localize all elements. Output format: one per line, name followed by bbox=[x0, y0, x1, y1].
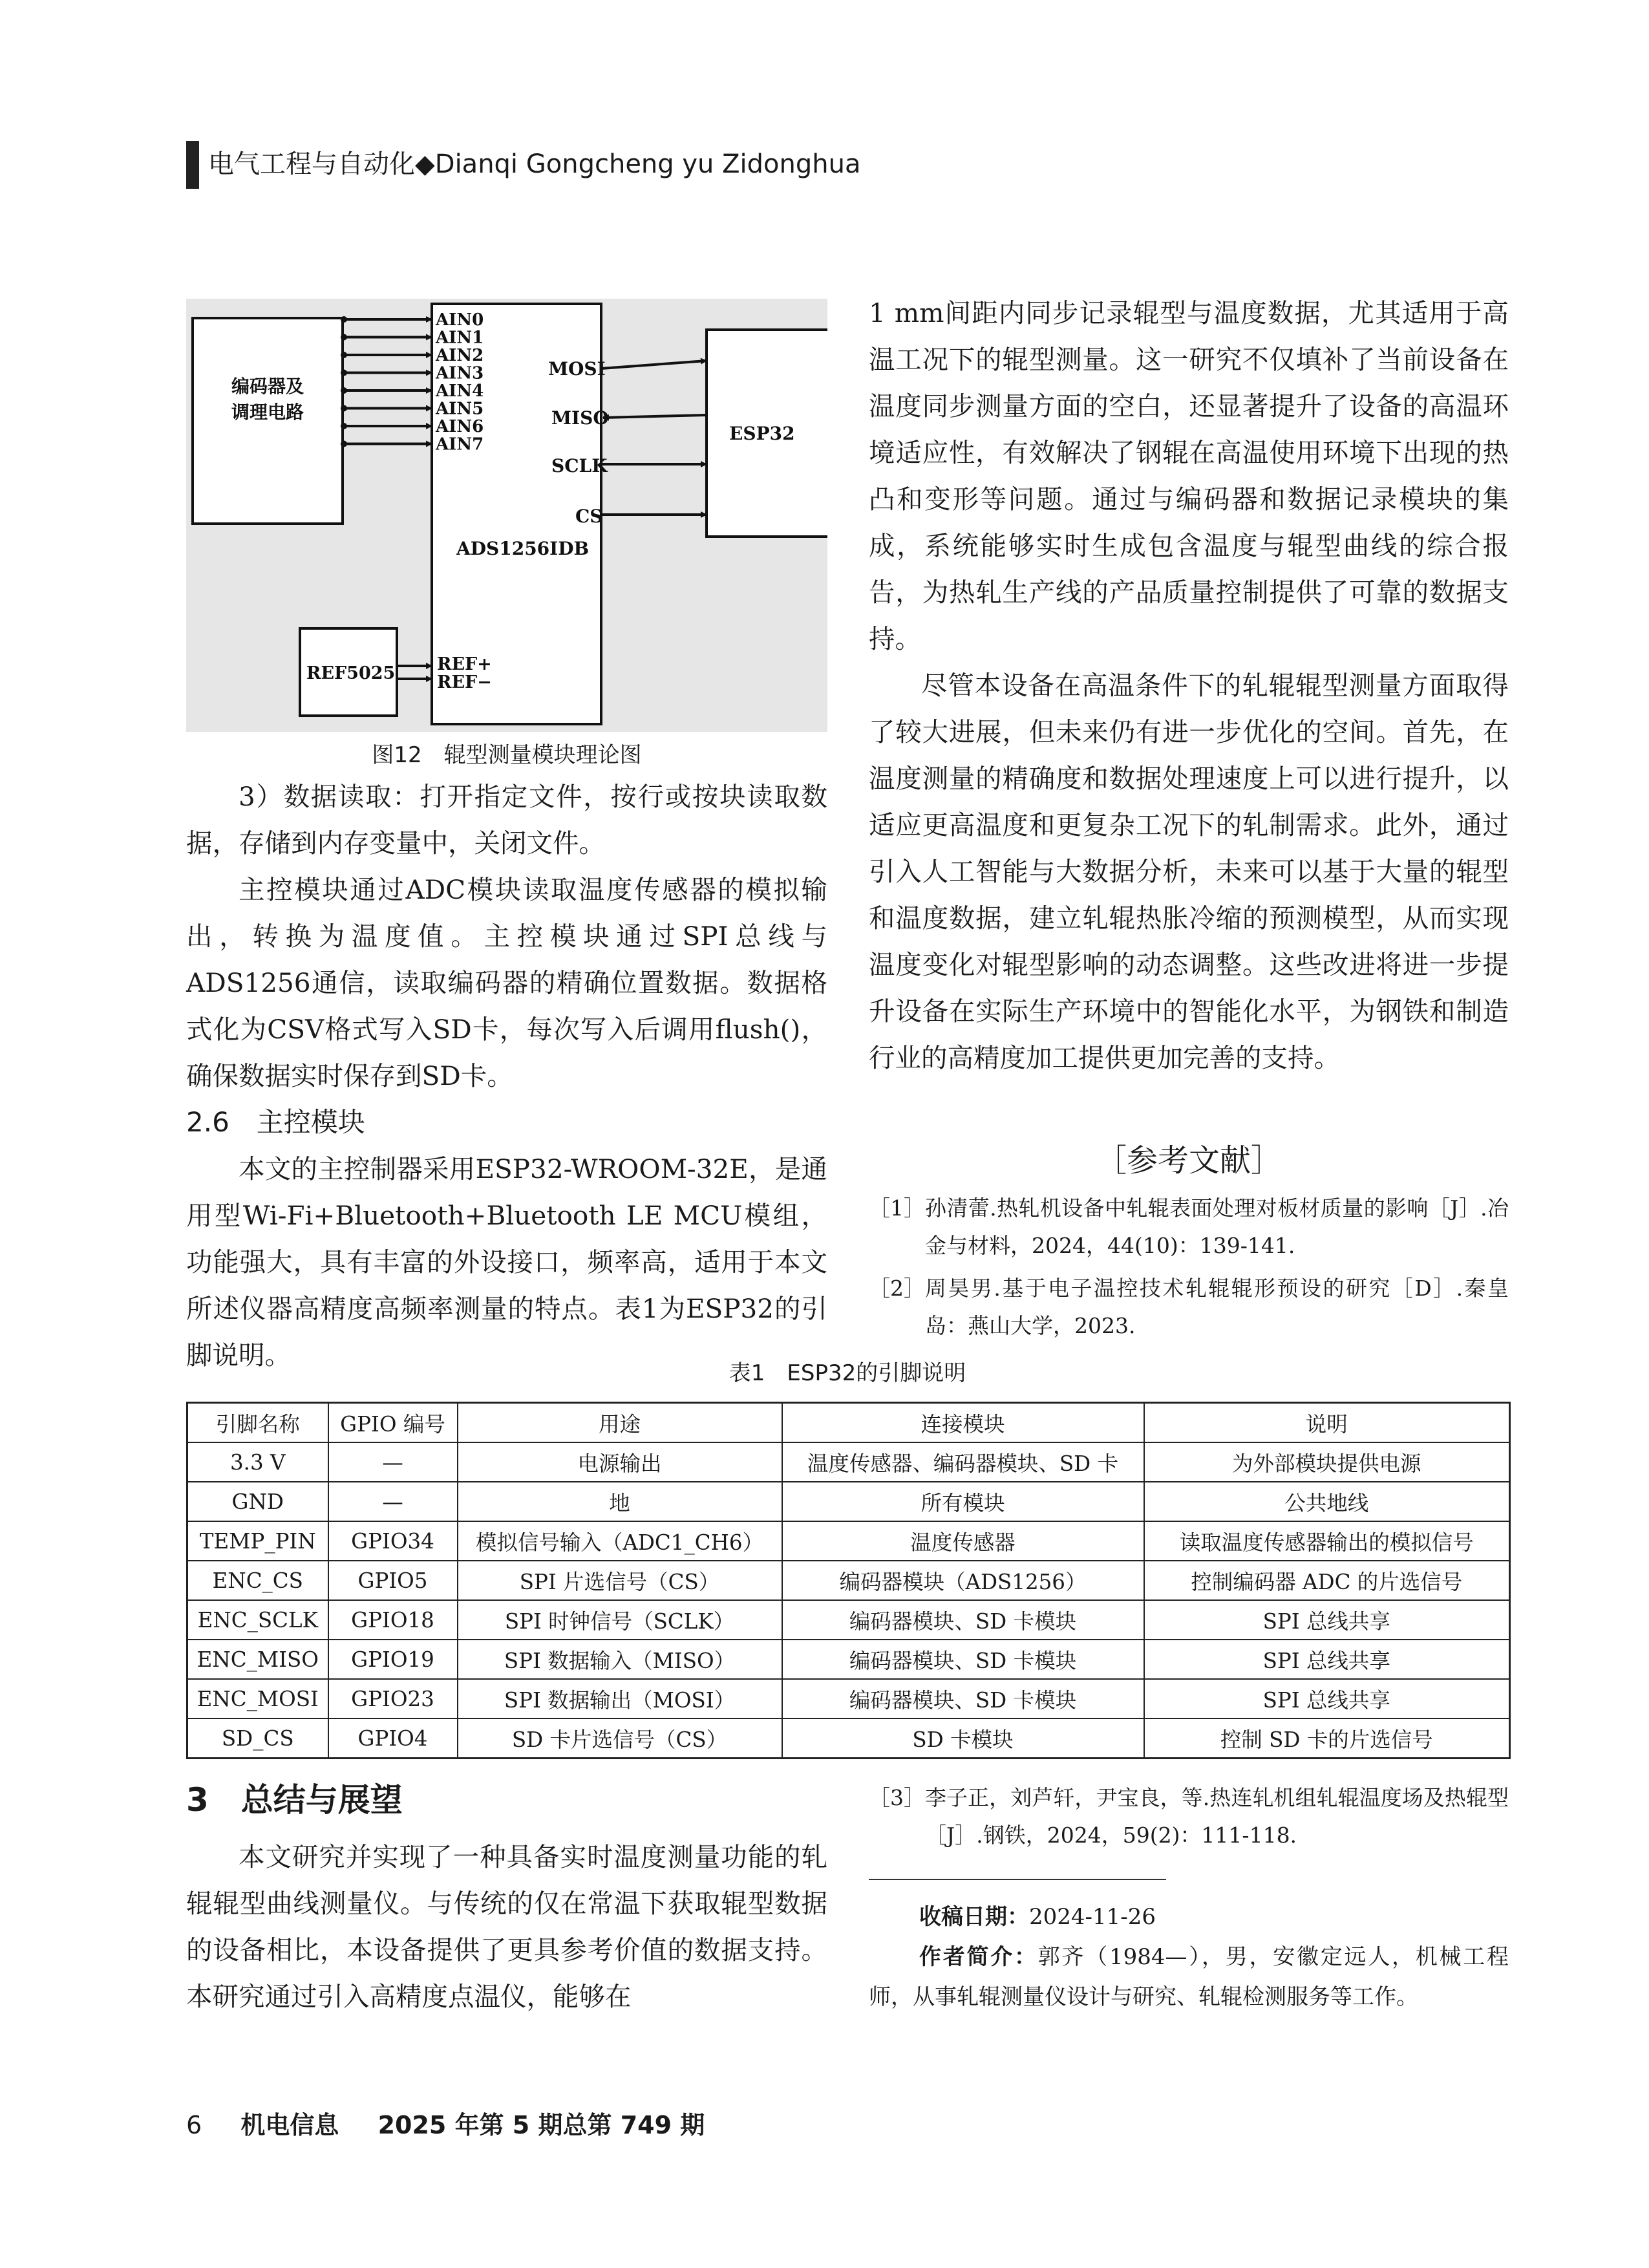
author-label: 作者简介： bbox=[919, 1944, 1038, 1970]
table-cell: GPIO5 bbox=[328, 1561, 458, 1600]
ads-chip-label: ADS1256IDB bbox=[456, 538, 590, 559]
page-footer bbox=[186, 2105, 705, 2141]
diamond-separator: ◆ bbox=[415, 149, 435, 179]
table-cell: 编码器模块（ADS1256） bbox=[782, 1561, 1144, 1600]
table-cell: GPIO4 bbox=[328, 1718, 458, 1759]
ain-dot bbox=[341, 441, 347, 447]
section-3-heading: 3 总结与展望 bbox=[186, 1781, 403, 1819]
received-value: 2024-11-26 bbox=[1029, 1904, 1156, 1930]
reference-text: 周昊男.基于电子温控技术轧辊辊形预设的研究［D］.秦皇岛：燕山大学，2023. bbox=[925, 1276, 1509, 1338]
table-cell: SPI 总线共享 bbox=[1144, 1679, 1510, 1718]
references-list-upper bbox=[869, 1190, 1509, 1345]
table-cell: 控制 SD 卡的片选信号 bbox=[1144, 1718, 1510, 1759]
refn-label: REF− bbox=[437, 672, 492, 692]
table-cell: SD 卡片选信号（CS） bbox=[458, 1718, 782, 1759]
table-cell: GPIO19 bbox=[328, 1640, 458, 1679]
paragraph-adc-spi: 主控模块通过ADC模块读取温度传感器的模拟输出，转换为温度值。主控模块通过SPI总线与ADS1256通信，读取编码器的精确位置数据。数据格式化为CSV格式写入SD卡，每次写入后调用flush()，确保数据实时保存到SD卡。 bbox=[186, 874, 827, 1091]
footnote-divider bbox=[869, 1879, 1166, 1880]
footer-issue: 2025 年第 5 期总第 749 期 bbox=[378, 2111, 705, 2139]
paragraph-future-work: 尽管本设备在高温条件下的轧辊辊型测量方面取得了较大进展，但未来仍有进一步优化的空间。首先，在温度测量的精确度和数据处理速度上可以进行提升，以适应更高温度和更复杂工况下的轧制需求。此外，通过引入人工智能与大数据分析，未来可以基于大量的辊型和温度数据，建立轧辊热胀冷缩的预测模型，从而实现温度变化对辊型影响的动态调整。这些改进将进一步提升设备在实际生产环境中的智能化水平，为钢铁和制造行业的高精度加工提供更加完善的支持。 bbox=[869, 670, 1509, 1073]
table-cell: ENC_CS bbox=[187, 1561, 328, 1600]
ain-dot bbox=[341, 405, 347, 412]
ain-label: AIN3 bbox=[436, 363, 484, 383]
table-cell: — bbox=[328, 1442, 458, 1482]
table-cell: GPIO34 bbox=[328, 1521, 458, 1561]
ain-dot bbox=[341, 334, 347, 341]
ain-label: AIN5 bbox=[436, 399, 484, 419]
cs-label: CS bbox=[575, 506, 603, 527]
figure-12 bbox=[186, 299, 827, 732]
table-row bbox=[187, 1482, 1510, 1521]
table-caption: 表1 ESP32的引脚说明 bbox=[729, 1360, 966, 1386]
miso-line bbox=[603, 415, 707, 418]
table-cell: 为外部模块提供电源 bbox=[1144, 1442, 1510, 1482]
miso-label: MISO bbox=[551, 407, 609, 429]
table-header-row bbox=[187, 1403, 1510, 1443]
running-header bbox=[208, 146, 860, 182]
reference-number: ［2］ bbox=[869, 1276, 925, 1301]
table-row bbox=[187, 1640, 1510, 1679]
reference-number: ［1］ bbox=[869, 1195, 925, 1221]
table-cell: 读取温度传感器输出的模拟信号 bbox=[1144, 1521, 1510, 1561]
table-cell: SPI 片选信号（CS） bbox=[458, 1561, 782, 1600]
right-column-upper bbox=[869, 290, 1509, 1081]
table-cell: GPIO23 bbox=[328, 1679, 458, 1718]
article-meta bbox=[869, 1897, 1509, 2017]
reference-item bbox=[869, 1779, 1509, 1854]
table-cell: — bbox=[328, 1482, 458, 1521]
left-column-upper bbox=[186, 773, 827, 1378]
table-cell: SPI 数据输入（MISO） bbox=[458, 1640, 782, 1679]
reference-item bbox=[869, 1270, 1509, 1345]
mosi-line bbox=[601, 361, 707, 369]
references-list-lower bbox=[869, 1779, 1509, 1854]
ain-label: AIN1 bbox=[436, 328, 484, 348]
table-cell: SPI 总线共享 bbox=[1144, 1600, 1510, 1640]
table-cell: 地 bbox=[458, 1482, 782, 1521]
received-label: 收稿日期： bbox=[919, 1904, 1029, 1930]
encoder-label-line2: 调理电路 bbox=[231, 401, 304, 423]
journal-name-cn: 电气工程与自动化 bbox=[208, 149, 415, 179]
table-cell: ENC_SCLK bbox=[187, 1600, 328, 1640]
table-cell: GND bbox=[187, 1482, 328, 1521]
table-cell: SPI 总线共享 bbox=[1144, 1640, 1510, 1679]
section-2-6-heading: 2.6 主控模块 bbox=[186, 1106, 365, 1138]
paragraph-data-read: 3）数据读取：打开指定文件，按行或按块读取数据，存储到内存变量中，关闭文件。 bbox=[186, 781, 827, 859]
table-cell: SPI 时钟信号（SCLK） bbox=[458, 1600, 782, 1640]
pin-table bbox=[186, 1402, 1511, 1759]
page-number: 6 bbox=[186, 2111, 202, 2139]
ain-label: AIN6 bbox=[436, 417, 484, 436]
author-bio bbox=[869, 1937, 1509, 2017]
ref5025-label: REF5025 bbox=[306, 663, 396, 683]
table-cell: 温度传感器、编码器模块、SD 卡 bbox=[782, 1442, 1144, 1482]
table-cell: GPIO18 bbox=[328, 1600, 458, 1640]
ain-dot bbox=[341, 352, 347, 358]
paragraph-main-controller: 本文的主控制器采用ESP32-WROOM-32E，是通用型Wi-Fi+Bluetooth+Bluetooth LE MCU模组，功能强大，具有丰富的外设接口，频率高，适用于本文所述仪器高精度高频率测量的特点。表1为ESP32的引脚说明。 bbox=[186, 1153, 827, 1371]
header-bar bbox=[186, 141, 199, 189]
ain-label: AIN4 bbox=[436, 381, 484, 401]
ain-dot bbox=[341, 370, 347, 376]
ain-lines bbox=[341, 310, 484, 455]
table-row bbox=[187, 1679, 1510, 1718]
reference-number: ［3］ bbox=[869, 1785, 925, 1810]
table-1-container bbox=[186, 1402, 1511, 1759]
refp-label: REF+ bbox=[437, 654, 492, 674]
table-row bbox=[187, 1718, 1510, 1759]
author-value: 郭齐（1984—），男，安徽定远人，机械工程师，从事轧辊测量仪设计与研究、轧辊检测服务等工作。 bbox=[869, 1944, 1509, 2010]
table-cell: 温度传感器 bbox=[782, 1521, 1144, 1561]
table-header-cell: 用途 bbox=[458, 1403, 782, 1443]
table-cell: 3.3 V bbox=[187, 1442, 328, 1482]
reference-text: 李子正，刘芦轩，尹宝良，等.热连轧机组轧辊温度场及热辊型［J］.钢铁，2024，59(2)：111-118. bbox=[925, 1785, 1509, 1848]
ain-dot bbox=[341, 387, 347, 394]
block-diagram bbox=[186, 299, 827, 732]
table-cell: 控制编码器 ADC 的片选信号 bbox=[1144, 1561, 1510, 1600]
ain-dot bbox=[341, 423, 347, 429]
table-cell: 所有模块 bbox=[782, 1482, 1144, 1521]
table-cell: 编码器模块、SD 卡模块 bbox=[782, 1600, 1144, 1640]
reference-item bbox=[869, 1190, 1509, 1265]
ain-label: AIN2 bbox=[436, 346, 484, 365]
journal-name-pinyin: Dianqi Gongcheng yu Zidonghua bbox=[434, 149, 861, 179]
figure-caption: 图12 辊型测量模块理论图 bbox=[372, 742, 642, 768]
mosi-label: MOSI bbox=[548, 358, 606, 380]
table-cell: ENC_MISO bbox=[187, 1640, 328, 1679]
table-row bbox=[187, 1442, 1510, 1482]
left-column-lower bbox=[186, 1834, 827, 2020]
table-cell: 公共地线 bbox=[1144, 1482, 1510, 1521]
table-header-cell: GPIO 编号 bbox=[328, 1403, 458, 1443]
table-cell: SD 卡模块 bbox=[782, 1718, 1144, 1759]
footer-journal: 机电信息 bbox=[240, 2111, 339, 2139]
table-cell: 编码器模块、SD 卡模块 bbox=[782, 1679, 1144, 1718]
reference-text: 孙清蕾.热轧机设备中轧辊表面处理对板材质量的影响［J］.冶金与材料，2024，44(10)：139-141. bbox=[925, 1195, 1509, 1258]
table-header-cell: 连接模块 bbox=[782, 1403, 1144, 1443]
table-row bbox=[187, 1561, 1510, 1600]
ain-label: AIN0 bbox=[436, 310, 484, 330]
table-cell: 编码器模块、SD 卡模块 bbox=[782, 1640, 1144, 1679]
table-cell: 电源输出 bbox=[458, 1442, 782, 1482]
table-row bbox=[187, 1521, 1510, 1561]
table-cell: SD_CS bbox=[187, 1718, 328, 1759]
esp32-label: ESP32 bbox=[729, 423, 795, 444]
table-cell: TEMP_PIN bbox=[187, 1521, 328, 1561]
table-row bbox=[187, 1600, 1510, 1640]
table-header-cell: 说明 bbox=[1144, 1403, 1510, 1443]
paragraph-conclusion: 本文研究并实现了一种具备实时温度测量功能的轧辊辊型曲线测量仪。与传统的仅在常温下获取辊型数据的设备相比，本设备提供了更具参考价值的数据支持。本研究通过引入高精度点温仪，能够在 bbox=[186, 1841, 827, 2012]
paragraph-continued: 1 mm间距内同步记录辊型与温度数据，尤其适用于高温工况下的辊型测量。这一研究不仅填补了当前设备在温度同步测量方面的空白，还显著提升了设备的高温环境适应性，有效解决了钢辊在高温使用环境下出现的热凸和变形等问题。通过与编码器和数据记录模块的集成，系统能够实时生成包含温度与辊型曲线的综合报告，为热轧生产线的产品质量控制提供了可靠的数据支持。 bbox=[869, 297, 1509, 654]
table-cell: ENC_MOSI bbox=[187, 1679, 328, 1718]
references-title: ［参考文献］ bbox=[1095, 1142, 1282, 1179]
table-header-cell: 引脚名称 bbox=[187, 1403, 328, 1443]
received-date bbox=[869, 1897, 1509, 1937]
encoder-label-line1: 编码器及 bbox=[231, 376, 304, 397]
ain-label: AIN7 bbox=[436, 434, 484, 455]
ain-dot bbox=[341, 316, 347, 323]
table-cell: SPI 数据输出（MOSI） bbox=[458, 1679, 782, 1718]
sclk-label: SCLK bbox=[551, 455, 608, 476]
table-cell: 模拟信号输入（ADC1_CH6） bbox=[458, 1521, 782, 1561]
